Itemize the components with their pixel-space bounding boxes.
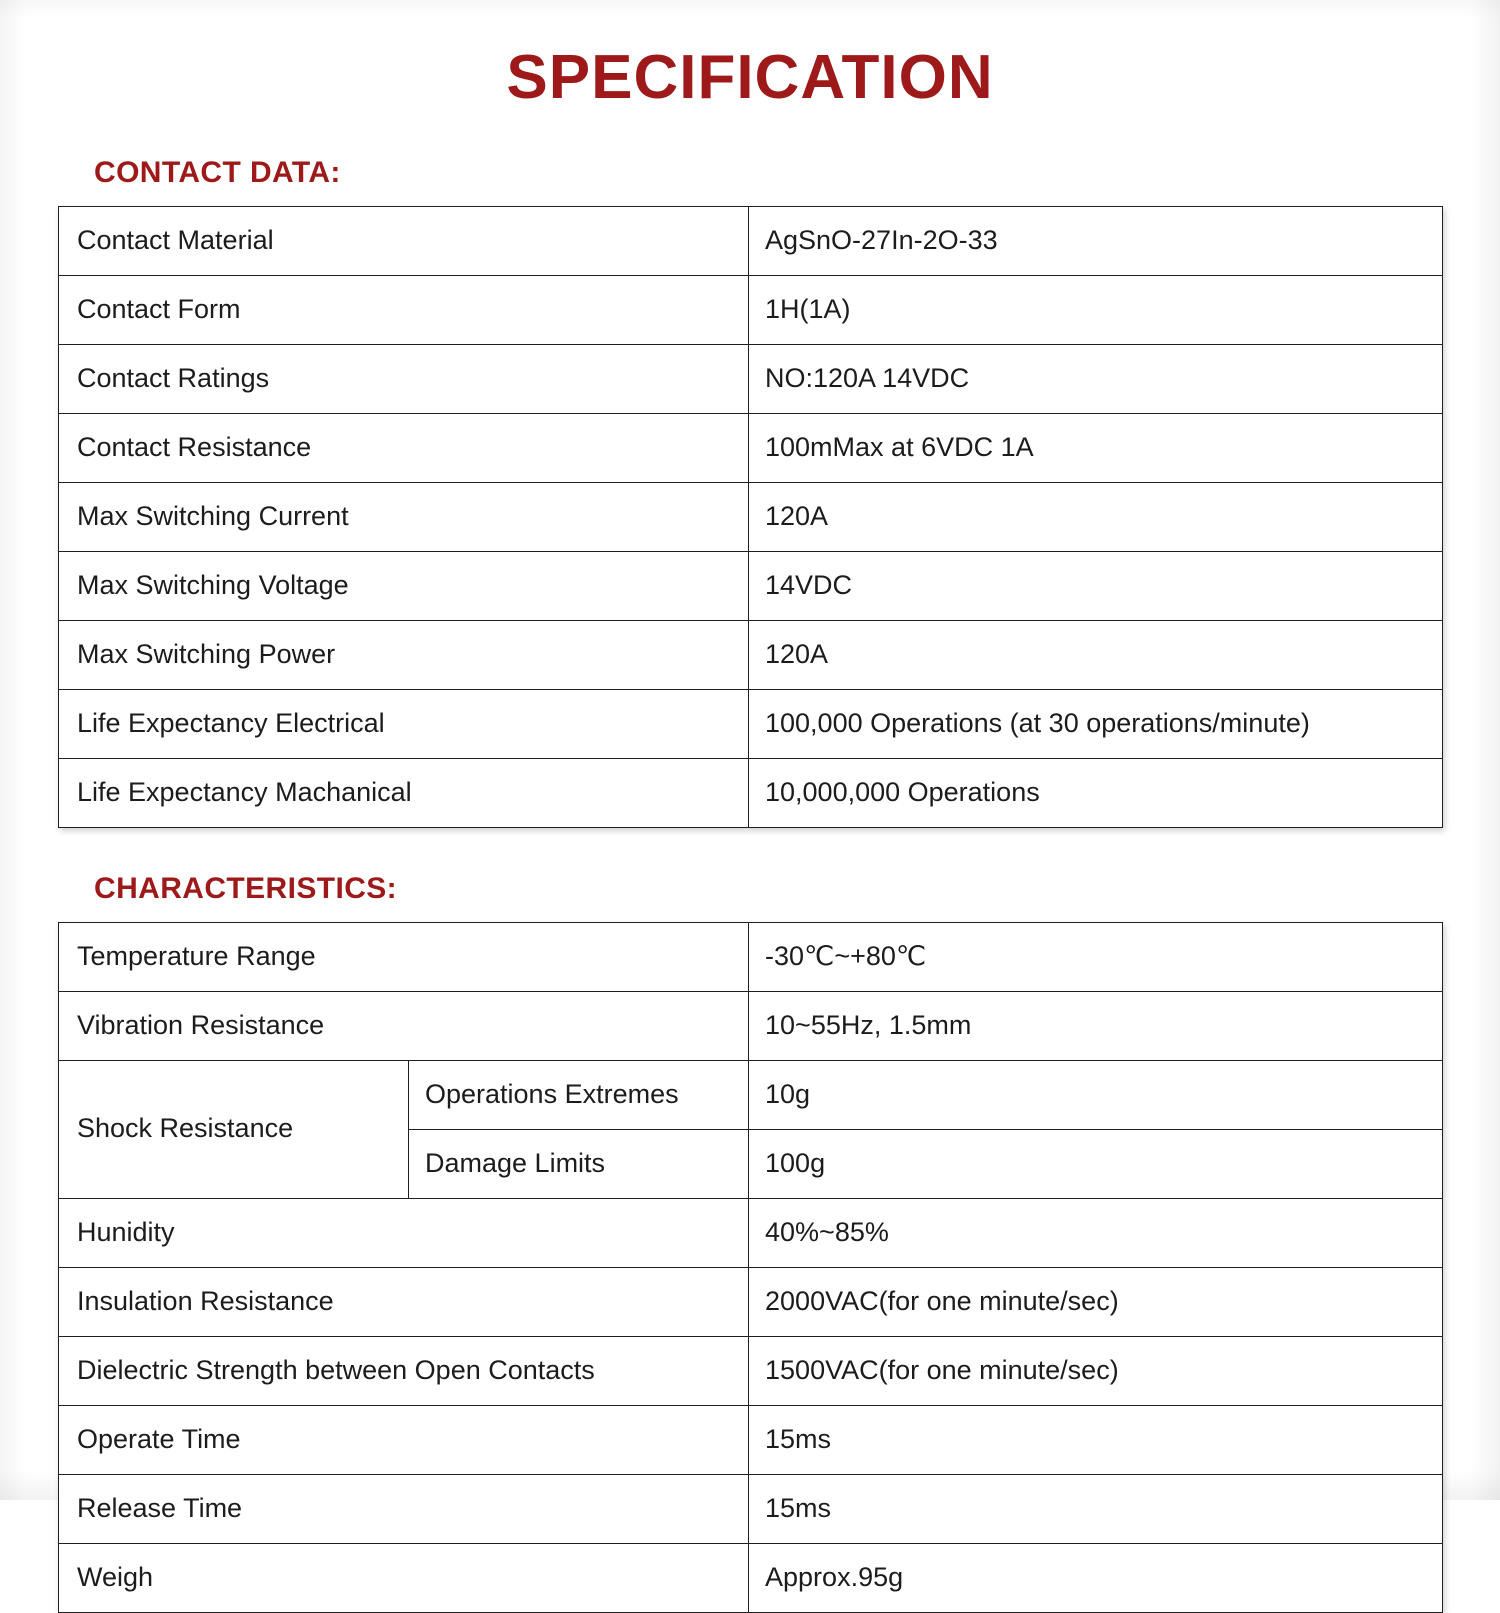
table-row (59, 1406, 1443, 1475)
row-label: Insulation Resistance (59, 1268, 749, 1337)
row-value: 40%~85% (749, 1199, 1443, 1268)
row-value: NO:120A 14VDC (749, 345, 1443, 414)
table-row (59, 621, 1443, 690)
table-row (59, 1199, 1443, 1268)
row-value: 10g (749, 1061, 1443, 1130)
table-row (59, 1544, 1443, 1613)
row-value: 120A (749, 483, 1443, 552)
row-label: Life Expectancy Machanical (59, 759, 749, 828)
row-label: Max Switching Voltage (59, 552, 749, 621)
row-label: Hunidity (59, 1199, 749, 1268)
row-label: Weigh (59, 1544, 749, 1613)
page-title: SPECIFICATION (506, 43, 994, 112)
row-label: Max Switching Current (59, 483, 749, 552)
table-row (59, 345, 1443, 414)
row-label: Contact Material (59, 207, 749, 276)
table-row (59, 1268, 1443, 1337)
row-value: 1500VAC(for one minute/sec) (749, 1337, 1443, 1406)
row-label: Contact Form (59, 276, 749, 345)
row-value: 2000VAC(for one minute/sec) (749, 1268, 1443, 1337)
row-value: 1H(1A) (749, 276, 1443, 345)
row-sub-label: Damage Limits (409, 1130, 749, 1199)
row-value: -30℃~+80℃ (749, 923, 1443, 992)
document-content (0, 44, 1500, 1613)
table-row (59, 552, 1443, 621)
table-row (59, 483, 1443, 552)
row-value: 15ms (749, 1475, 1443, 1544)
row-value: 100mMax at 6VDC 1A (749, 414, 1443, 483)
table-row (59, 207, 1443, 276)
table-row (59, 759, 1443, 828)
row-label: Max Switching Power (59, 621, 749, 690)
section-heading-characteristics: CHARACTERISTICS: (94, 872, 398, 906)
row-label: Shock Resistance (59, 1061, 409, 1199)
table-row (59, 1061, 1443, 1130)
table-row (59, 992, 1443, 1061)
contact-data-table (58, 206, 1443, 828)
row-value: AgSnO-27In-2O-33 (749, 207, 1443, 276)
table-row (59, 414, 1443, 483)
table-row (59, 690, 1443, 759)
row-value: 10,000,000 Operations (749, 759, 1443, 828)
row-label: Contact Ratings (59, 345, 749, 414)
row-value: Approx.95g (749, 1544, 1443, 1613)
row-value: 100,000 Operations (at 30 operations/minute) (749, 690, 1443, 759)
table-row (59, 923, 1443, 992)
table-row (59, 1475, 1443, 1544)
table-row (59, 1337, 1443, 1406)
table-row (59, 276, 1443, 345)
row-sub-label: Operations Extremes (409, 1061, 749, 1130)
row-value: 120A (749, 621, 1443, 690)
row-value: 10~55Hz, 1.5mm (749, 992, 1443, 1061)
row-label: Contact Resistance (59, 414, 749, 483)
row-label: Release Time (59, 1475, 749, 1544)
row-label: Vibration Resistance (59, 992, 749, 1061)
row-label: Life Expectancy Electrical (59, 690, 749, 759)
row-label: Temperature Range (59, 923, 749, 992)
row-value: 15ms (749, 1406, 1443, 1475)
section-heading-contact-data: CONTACT DATA: (94, 156, 341, 190)
row-value: 100g (749, 1130, 1443, 1199)
row-label: Operate Time (59, 1406, 749, 1475)
row-label: Dielectric Strength between Open Contacts (59, 1337, 749, 1406)
characteristics-table (58, 922, 1443, 1613)
row-value: 14VDC (749, 552, 1443, 621)
